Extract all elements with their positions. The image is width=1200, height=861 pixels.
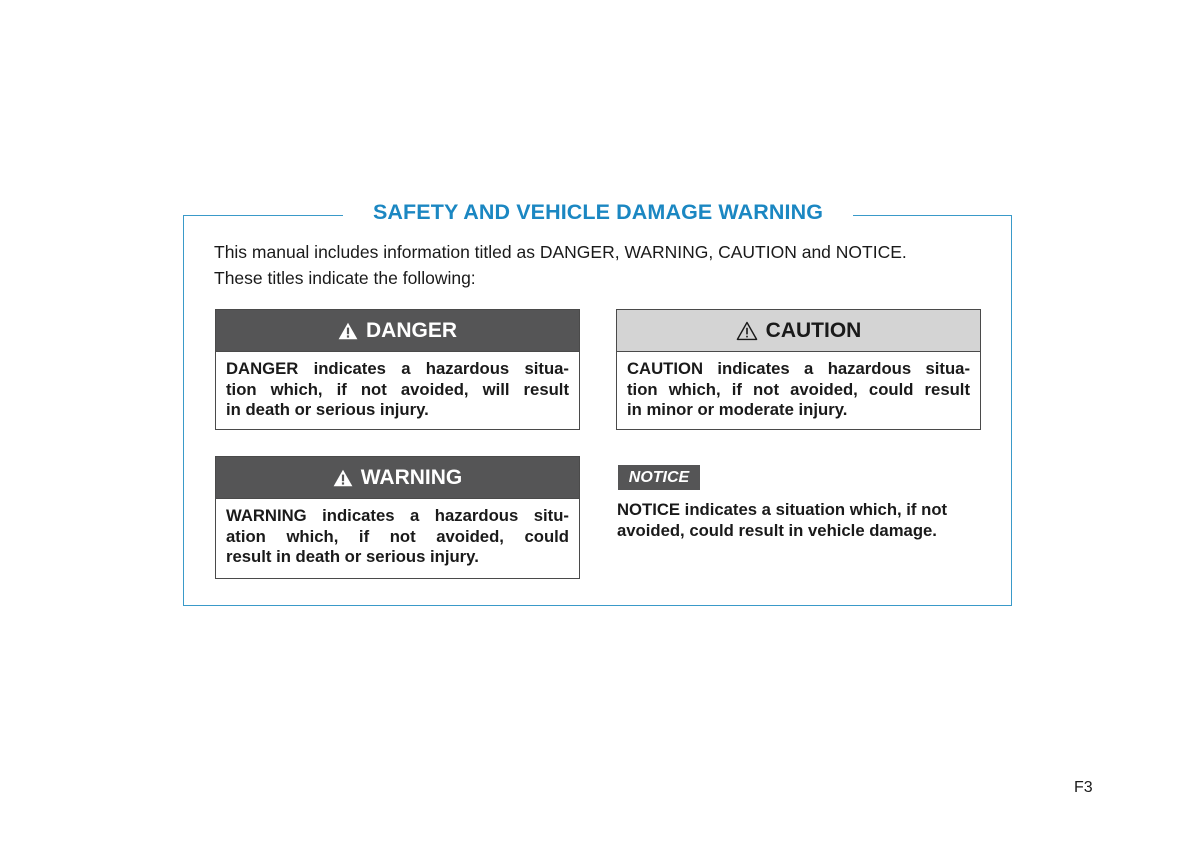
caution-line-3: in minor or moderate injury.	[627, 400, 848, 419]
warning-line-2: ation which, if not avoided, could	[226, 526, 569, 546]
caution-description	[617, 352, 980, 421]
danger-box	[215, 309, 580, 430]
caution-line-1: CAUTION indicates a hazardous situa-	[627, 359, 970, 378]
danger-heading: DANGER	[365, 318, 457, 342]
caution-heading: CAUTION	[765, 318, 862, 342]
caution-header	[617, 310, 980, 352]
notice-line-1: NOTICE indicates a situation which, if not	[617, 500, 948, 519]
danger-line-2: tion which, if not avoided, will result	[226, 379, 569, 399]
warning-box	[215, 456, 580, 579]
section-title: SAFETY AND VEHICLE DAMAGE WARNING	[343, 198, 853, 226]
intro-text	[214, 240, 994, 291]
notice-line-2: avoided, could result in vehicle damage.	[617, 521, 937, 540]
danger-header	[216, 310, 579, 352]
intro-line-2: These titles indicate the following:	[214, 267, 476, 288]
intro-line-1: This manual includes information titled as DANGER, WARNING, CAUTION and NOTICE.	[214, 242, 907, 262]
danger-line-1: DANGER indicates a hazardous situa-	[226, 359, 569, 378]
warning-triangle-outline-icon	[736, 321, 758, 341]
warning-line-3: result in death or serious injury.	[226, 547, 479, 566]
notice-badge: NOTICE	[618, 465, 700, 490]
warning-heading: WARNING	[360, 465, 463, 489]
warning-header	[216, 457, 579, 499]
warning-triangle-filled-icon	[333, 469, 353, 487]
notice-description	[617, 499, 987, 541]
caution-box	[616, 309, 981, 430]
danger-line-3: in death or serious injury.	[226, 400, 429, 419]
warning-triangle-filled-icon	[338, 322, 358, 340]
page-number: F3	[1074, 779, 1093, 796]
warning-description	[216, 499, 579, 568]
caution-line-2: tion which, if not avoided, could result	[627, 379, 970, 399]
danger-description	[216, 352, 579, 421]
warning-line-1: WARNING indicates a hazardous situ-	[226, 506, 569, 525]
